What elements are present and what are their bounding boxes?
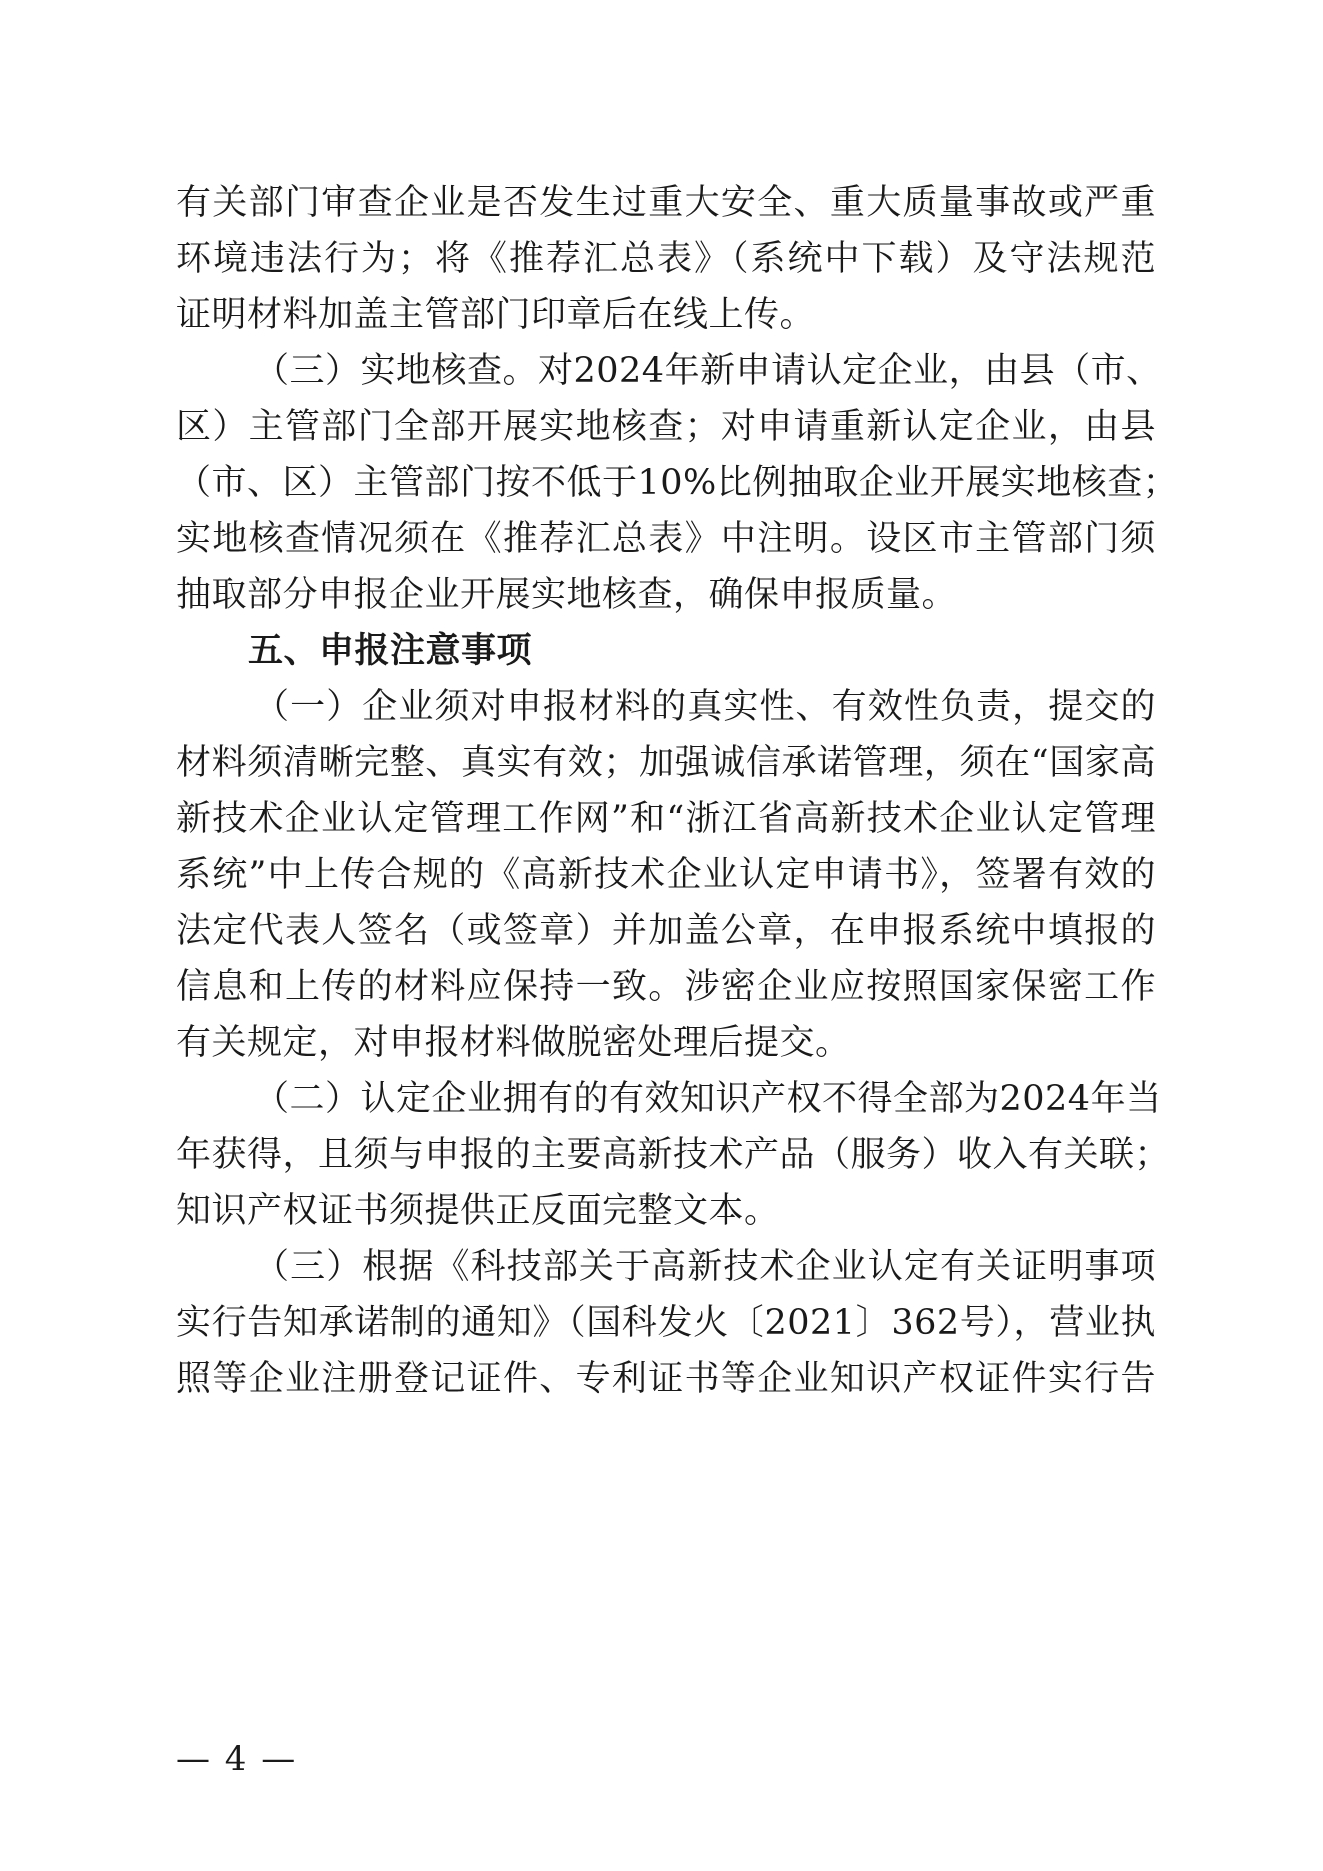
body-line: 有关部门审查企业是否发生过重大安全、重大质量事故或严重 [176, 183, 1156, 223]
body-line: 证明材料加盖主管部门印章后在线上传。 [176, 295, 816, 335]
body-line: 抽取部分申报企业开展实地核查，确保申报质量。 [176, 575, 958, 615]
paragraph-start-line: （三）实地核查。对2024年新申请认定企业，由县（市、 [254, 351, 1162, 391]
paragraph-start-line: （二）认定企业拥有的有效知识产权不得全部为2024年当 [254, 1079, 1162, 1119]
body-line: 环境违法行为；将《推荐汇总表》（系统中下载）及守法规范 [176, 239, 1156, 279]
body-line: 知识产权证书须提供正反面完整文本。 [176, 1191, 780, 1231]
section-heading: 五、申报注意事项 [248, 631, 533, 671]
page-number: — 4 — [176, 1739, 298, 1779]
body-line: 实地核查情况须在《推荐汇总表》中注明。设区市主管部门须 [176, 519, 1156, 559]
body-line: 照等企业注册登记证件、专利证书等企业知识产权证件实行告 [176, 1359, 1156, 1399]
paragraph-start-line: （一）企业须对申报材料的真实性、有效性负责，提交的 [254, 687, 1156, 727]
body-line: 实行告知承诺制的通知》（国科发火〔2021〕362号），营业执 [176, 1303, 1156, 1343]
body-line: 区）主管部门全部开展实地核查；对申请重新认定企业，由县 [176, 407, 1156, 447]
body-line: 有关规定，对申报材料做脱密处理后提交。 [176, 1023, 851, 1063]
body-line: 系统”中上传合规的《高新技术企业认定申请书》，签署有效的 [176, 855, 1156, 895]
body-line: （市、区）主管部门按不低于10%比例抽取企业开展实地核查； [176, 463, 1179, 503]
body-line: 年获得，且须与申报的主要高新技术产品（服务）收入有关联； [176, 1135, 1171, 1175]
body-line: 法定代表人签名（或签章）并加盖公章，在申报系统中填报的 [176, 911, 1156, 951]
paragraph-start-line: （三）根据《科技部关于高新技术企业认定有关证明事项 [254, 1247, 1156, 1287]
body-line: 材料须清晰完整、真实有效；加强诚信承诺管理，须在“国家高 [176, 743, 1156, 783]
body-line: 信息和上传的材料应保持一致。涉密企业应按照国家保密工作 [176, 967, 1156, 1007]
body-line: 新技术企业认定管理工作网”和“浙江省高新技术企业认定管理 [176, 799, 1156, 839]
